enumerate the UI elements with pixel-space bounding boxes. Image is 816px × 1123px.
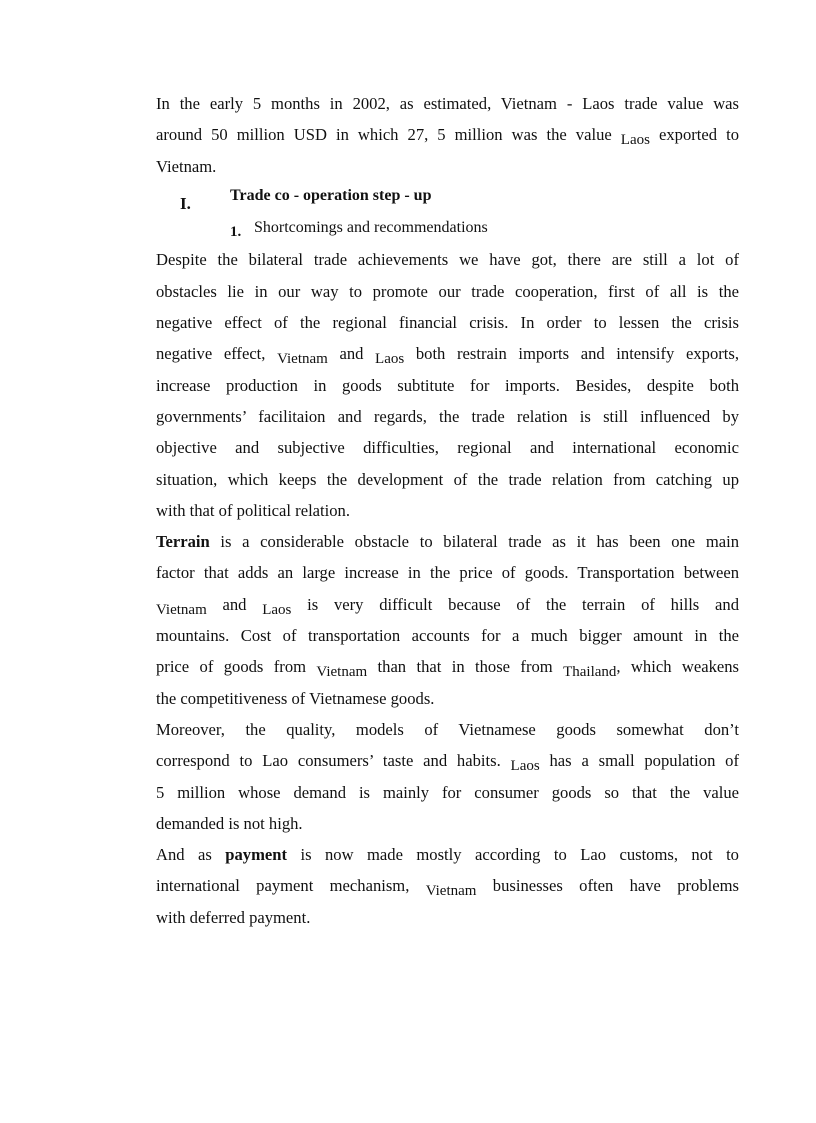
paragraph-obstacles [156, 244, 739, 526]
text-run: And as [156, 845, 226, 865]
text-line [156, 119, 739, 150]
place-name: Vietnam [316, 664, 368, 681]
text-run: is now made mostly according to Lao customs, not to [287, 845, 739, 865]
text-line: In the early 5 months in 2002, as estimated, Vietnam - Laos trade value was [156, 94, 739, 113]
text-run: is very difficult because of the terrain of hills and [291, 594, 739, 614]
text-run: negative effect, [156, 344, 278, 364]
text-line: Moreover, the quality, models of Vietnamese goods somewhat don’t [156, 719, 739, 739]
text-line [156, 745, 739, 776]
paragraph-terrain [156, 526, 739, 714]
bold-term: payment [225, 845, 288, 865]
text-line: with deferred payment. [156, 907, 311, 927]
text-run: has a small population of [539, 751, 739, 771]
text-line: governments’ facilitaion and regards, the trade relation is still influenced by [156, 406, 739, 426]
place-name: Vietnam [156, 601, 207, 618]
heading-title: Trade co - operation step - up [230, 186, 432, 204]
text-run: correspond to Lao consumers’ taste and habits. [156, 751, 511, 771]
text-line: negative effect of the regional financial crisis. In order to lessen the crisis [156, 313, 739, 333]
text-line [156, 839, 739, 870]
text-run: is a considerable obstacle to bilateral trade as it has been one main [209, 532, 739, 552]
text-line [156, 651, 739, 682]
text-line: factor that adds an large increase in the price of goods. Transportation between [156, 563, 739, 583]
text-line [156, 526, 739, 557]
paragraph-trade-value [156, 88, 739, 182]
subheading-number: 1. [230, 224, 242, 241]
text-line: increase production in goods subtitute for imports. Besides, despite both [156, 375, 739, 395]
text-run: around 50 million USD in which 27, 5 million was the value [156, 125, 621, 145]
text-run: , which weakens [616, 657, 739, 677]
place-name: Vietnam [425, 883, 477, 900]
text-line: objective and subjective difficulties, regional and international economic [156, 438, 739, 458]
text-line: Vietnam. [156, 156, 217, 176]
text-line [156, 870, 739, 901]
paragraph-quality [156, 714, 739, 839]
text-run: than that in those from [367, 657, 564, 677]
text-line: the competitiveness of Vietnamese goods. [156, 688, 435, 708]
text-line: obstacles lie in our way to promote our trade cooperation, first of all is the [156, 281, 739, 301]
place-name: Laos [510, 758, 540, 775]
text-line: with that of political relation. [156, 500, 351, 520]
bold-term: Terrain [156, 532, 210, 552]
text-run: exported to [649, 125, 739, 145]
place-name: Laos [620, 132, 650, 149]
document-page [156, 88, 739, 933]
heading-number: I. [180, 193, 191, 213]
text-run: and [327, 344, 376, 364]
text-line: 5 million whose demand is mainly for consumer goods so that the value [156, 782, 739, 802]
text-line: situation, which keeps the development of the trade relation from catching up [156, 469, 739, 489]
section-heading [156, 182, 739, 213]
text-line: demanded is not high. [156, 813, 303, 833]
text-run: international payment mechanism, [156, 876, 426, 896]
subsection-heading [156, 213, 739, 244]
text-line [156, 338, 739, 369]
text-line: mountains. Cost of transportation accounts for a much bigger amount in the [156, 626, 739, 646]
text-run: price of goods from [156, 657, 317, 677]
text-run: and [206, 594, 263, 614]
subheading-title: Shortcomings and recommendations [254, 219, 488, 237]
text-line: Despite the bilateral trade achievements we have got, there are still a lot of [156, 250, 739, 270]
place-name: Laos [262, 601, 292, 618]
paragraph-payment [156, 839, 739, 933]
place-name: Thailand [563, 664, 617, 681]
place-name: Laos [375, 351, 405, 368]
text-run: businesses often have problems [476, 876, 739, 896]
place-name: Vietnam [277, 351, 328, 368]
text-run: both restrain imports and intensify exports, [404, 344, 739, 364]
text-line [156, 589, 739, 620]
